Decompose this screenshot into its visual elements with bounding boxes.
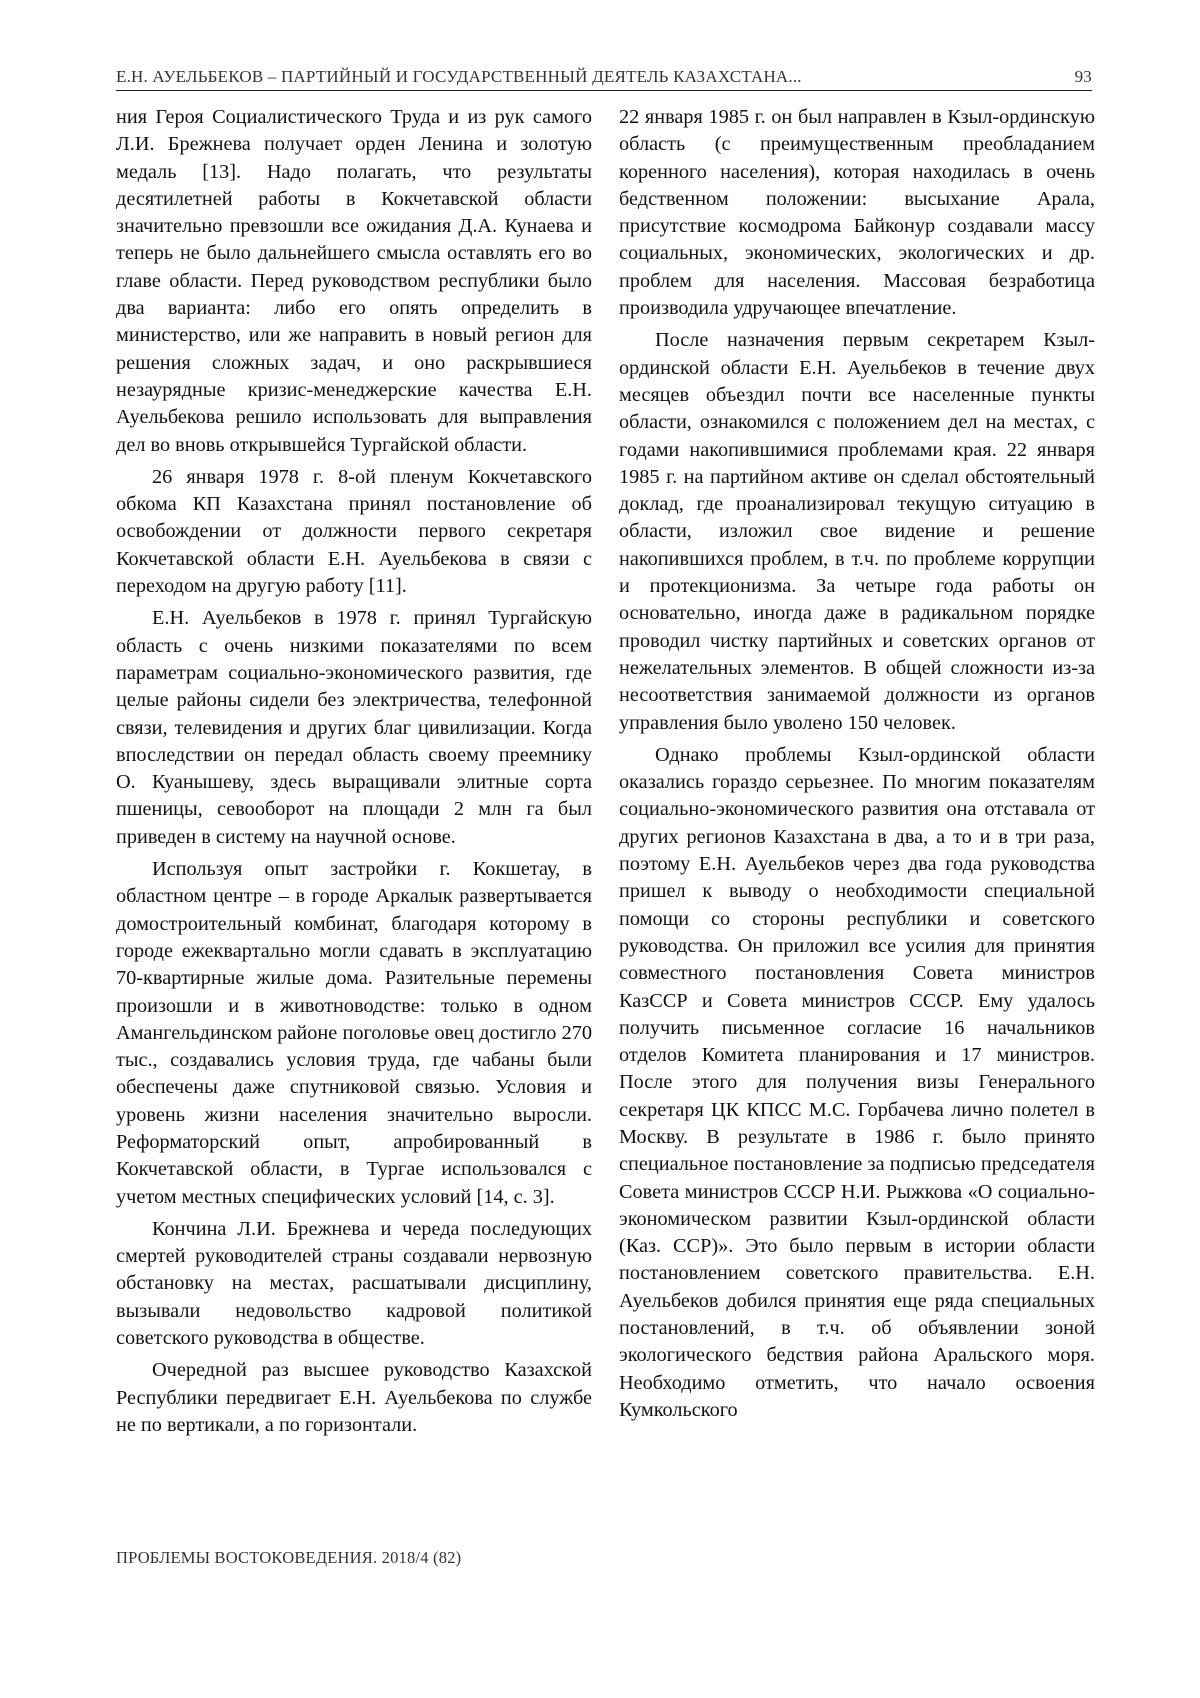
paragraph: Очередной раз высшее руководство Казахской Республики передвигает Е.Н. Ауельбекова по службе не по вертикали, а по горизонтали.: [116, 1359, 592, 1436]
paragraph: 26 января 1978 г. 8-ой пленум Кокчетавского обкома КП Казахстана принял постановление об освобождении от должности первого секретаря Кокчетавской области Е.Н. Ауельбекова в связи с переходом на другую работу [11].: [116, 465, 592, 598]
paragraph: Однако проблемы Кзыл-ординской области оказались гораздо серьезнее. По многим показателям социально-экономического развития она отставала от других регионов Казахстана в два, а то и в три раза, поэтому Е.Н. Ауельбеков через два года руководства пришел к выводу о необходимости специальной помощи со стороны республики и советского руководства. Он приложил все усилия для принятия совместного постановления Совета министров КазССР и Совета министров СССР. Ему удалось получить письменное согласие 16 начальников отделов Комитета планирования и 17 министров. После этого для получения визы Генерального секретаря ЦК КПСС М.С. Горбачева лично полетел в Москву. В результате в 1986 г. было принято специальное постановление за подписью председателя Совета министров СССР Н.И. Рыжкова «О социально-экономическом развитии Кзыл-ординской области (Каз. ССР)». Это было первым в истории области постановлением советского правительства. Е.Н. Ауельбеков добился принятия еще ряда специальных постановлений, в т.ч. об объявлении зоной экологического бедствия района Аральского моря. Необходимо отметить, что начало освоения Кумкольского: [619, 743, 1095, 1421]
running-title: Е.Н. АУЕЛЬБЕКОВ – ПАРТИЙНЫЙ И ГОСУДАРСТВЕННЫЙ ДЕЯТЕЛЬ КАЗАХСТАНА...: [116, 67, 802, 86]
left-column: [116, 104, 592, 1444]
page-number: 93: [1074, 67, 1092, 86]
paragraph: Используя опыт застройки г. Кокшетау, в областном центре – в городе Аркалык развертывается домостроительный комбинат, благодаря которому в городе ежеквартально могли сдавать в эксплуатацию 70-квартирные жилые дома. Разительные перемены произошли и в животноводстве: только в одном Амангельдинском районе поголовье овец достигло 270 тыс., создавались условия труда, где чабаны были обеспечены даже спутниковой связью. Условия и уровень жизни населения значительно выросли. Реформаторский опыт, апробированный в Кокчетавской области, в Тургае использовался с учетом местных специфических условий [14, с. 3].: [116, 858, 592, 1208]
paragraph: 22 января 1985 г. он был направлен в Кзыл-ординскую область (с преимущественным преобладанием коренного населения), которая находилась в очень бедственном положении: высыхание Арала, присутствие космодрома Байконур создавали массу социальных, экономических, экологических и др. проблем для населения. Массовая безработица производила удручающее впечатление.: [619, 106, 1095, 320]
right-column: [619, 104, 1095, 1429]
paragraph: Е.Н. Ауельбеков в 1978 г. принял Тургайскую область с очень низкими показателями по всем параметрам социально-экономического развития, где целые районы сидели без электричества, телефонной связи, телевидения и других благ цивилизации. Когда впоследствии он передал область своему преемнику О. Куанышеву, здесь выращивали элитные сорта пшеницы, севооборот на площади 2 млн га был приведен в систему на научной основе.: [116, 607, 592, 848]
paragraph: После назначения первым секретарем Кзыл-ординской области Е.Н. Ауельбеков в течение двух месяцев объездил почти все населенные пункты области, ознакомился с положением дел на местах, с годами накопившимися проблемами края. 22 января 1985 г. на партийном активе он сделал обстоятельный доклад, где проанализировал текущую ситуацию в области, изложил свое видение и решение накопившихся проблем, в т.ч. по проблеме коррупции и протекционизма. За четыре года работы он основательно, иногда даже в радикальном порядке проводил чистку партийных и советских органов от нежелательных элементов. В общей сложности из-за несоответствия занимаемой должности из органов управления было уволено 150 человек.: [619, 329, 1095, 734]
journal-footer: ПРОБЛЕМЫ ВОСТОКОВЕДЕНИЯ. 2018/4 (82): [116, 1548, 462, 1567]
paragraph: ния Героя Социалистического Труда и из рук самого Л.И. Брежнева получает орден Ленина и золотую медаль [13]. Надо полагать, что результаты десятилетней работы в Кокчетавской области значительно превзошли все ожидания Д.А. Кунаева и теперь не было дальнейшего смысла оставлять его во главе области. Перед руководством республики было два варианта: либо его опять определить в министерство, или же направить в новый регион для решения сложных задач, и оно раскрывшиеся незаурядные кризис-менеджерские качества Е.Н. Ауельбекова решило использовать для выправления дел во вновь открывшейся Тургайской области.: [116, 106, 592, 456]
header-rule: [116, 90, 1092, 91]
running-header: [116, 57, 1092, 87]
paragraph: Кончина Л.И. Брежнева и череда последующих смертей руководителей страны создавали нервозную обстановку на местах, расшатывали дисциплину, вызывали недовольство кадровой политикой советского руководства в обществе.: [116, 1217, 592, 1350]
